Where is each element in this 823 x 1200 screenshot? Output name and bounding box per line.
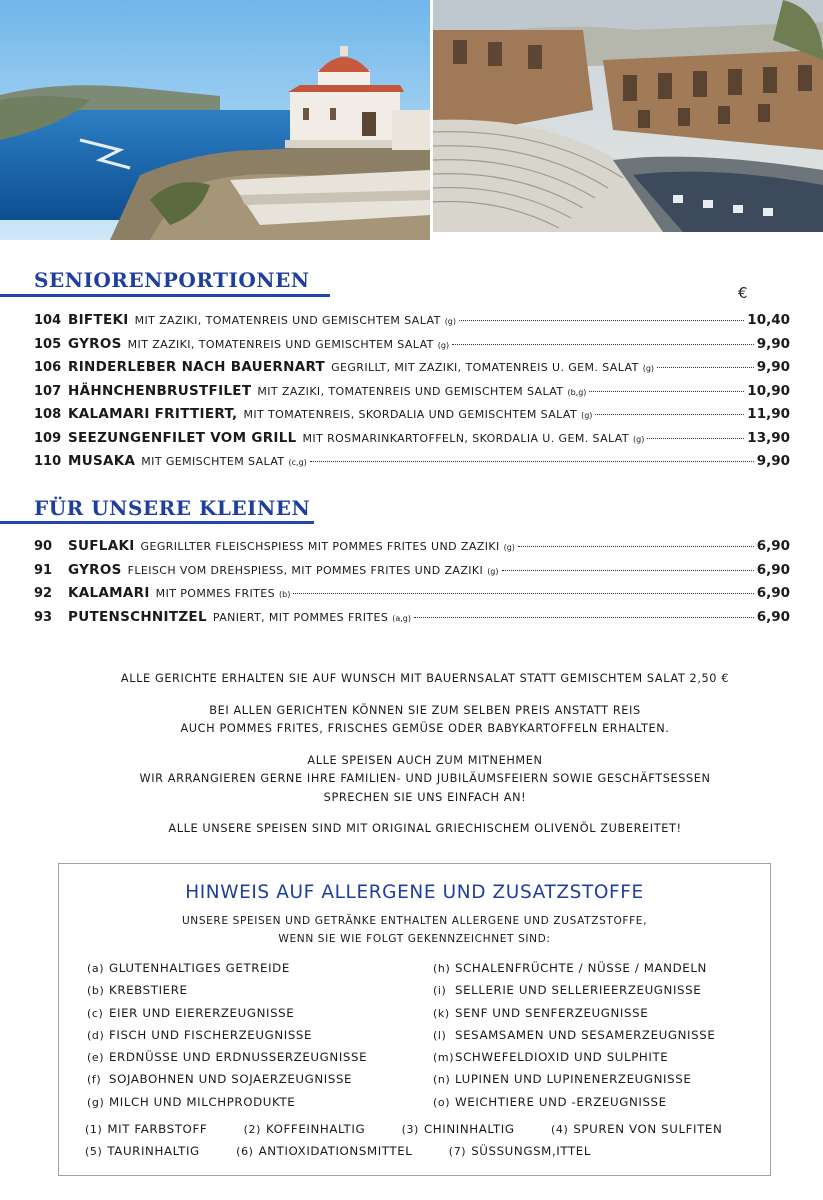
item-allergen: (g) <box>487 566 499 576</box>
item-number: 109 <box>34 430 62 446</box>
allergen-code: (h) <box>433 962 451 975</box>
allergen-label: KREBSTIERE <box>109 983 188 998</box>
item-name: MUSAKA <box>68 453 136 469</box>
allergen-code: (k) <box>433 1006 450 1020</box>
allergen-label: EIER UND EIERERZEUGNISSE <box>109 1005 295 1020</box>
leader-dots <box>452 344 754 345</box>
item-number: 92 <box>34 586 53 601</box>
allergen-code: (a) <box>87 962 105 975</box>
item-number: 106 <box>34 360 62 375</box>
allergen-entry <box>433 983 715 1005</box>
menu-item <box>34 383 790 407</box>
item-price: 6,90 <box>756 585 790 601</box>
allergen-label: ERDNÜSSE UND ERDNUSSERZEUGNISSE <box>109 1050 368 1065</box>
additive-entry <box>244 1122 382 1136</box>
note-line: WIR ARRANGIEREN GERNE IHRE FAMILIEN- UND JUBILÄUMSFEIERN SOWIE GESCHÄFTSESSEN <box>139 772 711 785</box>
allergen-label: GLUTENHALTIGES GETREIDE <box>109 961 290 975</box>
section-title-senior: SENIORENPORTIONEN <box>34 268 310 292</box>
item-price: 9,90 <box>756 453 790 469</box>
leader-dots <box>502 570 754 571</box>
item-name: KALAMARI <box>68 585 150 601</box>
allergen-entry <box>87 1072 367 1094</box>
leader-dots <box>293 593 753 594</box>
additive-code: (7) <box>448 1145 467 1158</box>
menu-item <box>34 312 790 336</box>
item-name: BIFTEKI <box>68 312 129 328</box>
allergen-code: (b) <box>87 984 105 998</box>
allergen-code: (i) <box>433 984 447 998</box>
item-allergen: (g) <box>444 317 457 326</box>
item-description: PANIERT, MIT POMMES FRITES <box>212 610 389 624</box>
additive-entry <box>551 1122 738 1136</box>
additive-code: (1) <box>85 1123 103 1136</box>
allergen-label: SENF UND SENFERZEUGNISSE <box>455 1005 649 1020</box>
senior-menu-list <box>34 312 790 477</box>
allergen-label: SESAMSAMEN UND SESAMERZEUGNISSE <box>455 1027 716 1042</box>
allergen-entry <box>87 1050 367 1072</box>
allergen-code: (o) <box>433 1095 451 1109</box>
item-description: MIT ZAZIKI, TOMATENREIS UND GEMISCHTEM SALAT <box>134 314 441 327</box>
menu-item <box>34 430 790 454</box>
item-description: MIT TOMATENREIS, SKORDALIA UND GEMISCHTEM SALAT <box>243 408 578 421</box>
item-description: GEGRILLT, MIT ZAZIKI, TOMATENREIS U. GEM. SALAT <box>331 361 639 374</box>
additive-label: MIT FARBSTOFF <box>107 1122 208 1136</box>
menu-item <box>34 609 790 633</box>
additive-code: (3) <box>401 1123 419 1136</box>
leader-dots <box>647 438 744 439</box>
item-number: 91 <box>34 562 53 578</box>
item-allergen: (c,g) <box>288 458 307 467</box>
allergen-label: FISCH UND FISCHERZEUGNISSE <box>109 1027 313 1042</box>
allergen-code: (l) <box>433 1028 447 1042</box>
allergen-entry <box>87 1095 367 1117</box>
item-number: 110 <box>34 454 62 469</box>
item-name: RINDERLEBER NACH BAUERNART <box>68 359 326 375</box>
allergen-code: (e) <box>87 1051 105 1065</box>
additive-code: (5) <box>85 1145 103 1158</box>
leader-dots <box>310 461 754 462</box>
additive-entry <box>85 1144 216 1158</box>
allergen-label: SOJABOHNEN UND SOJAERZEUGNISSE <box>109 1072 353 1087</box>
additive-entry <box>85 1122 223 1136</box>
photo-greek-chapel-coast <box>0 0 430 240</box>
item-description: MIT POMMES FRITES <box>155 587 275 600</box>
allergen-label: SCHWEFELDIOXID UND SULPHITE <box>455 1050 669 1065</box>
allergen-title: HINWEIS AUF ALLERGENE UND ZUSATZSTOFFE <box>185 882 644 903</box>
additive-label: ANTIOXIDATIONSMITTEL <box>258 1144 413 1158</box>
header-photos <box>0 0 823 240</box>
note-line: AUCH POMMES FRITES, FRISCHES GEMÜSE ODER BABYKARTOFFELN ERHALTEN. <box>180 722 670 735</box>
menu-item <box>34 562 790 586</box>
additive-code: (6) <box>236 1145 254 1158</box>
menu-item <box>34 359 790 383</box>
item-allergen: (b,g) <box>567 387 587 397</box>
allergen-intro-line: WENN SIE WIE FOLGT GEKENNZEICHNET SIND: <box>278 933 551 945</box>
item-price: 10,90 <box>747 382 790 399</box>
item-allergen: (g) <box>581 411 593 420</box>
allergen-entry <box>87 1028 367 1050</box>
item-description: MIT ZAZIKI, TOMATENREIS UND GEMISCHTEM SALAT <box>257 384 564 398</box>
note-line: SPRECHEN SIE UNS EINFACH AN! <box>323 790 527 804</box>
item-allergen: (b) <box>279 590 291 599</box>
allergen-info-box <box>58 863 771 1176</box>
item-name: GYROS <box>68 335 122 352</box>
item-number: 107 <box>34 383 62 399</box>
item-price: 6,90 <box>756 538 790 554</box>
allergen-code: (d) <box>87 1028 105 1042</box>
allergen-list-right <box>433 961 715 1117</box>
item-allergen: (g) <box>642 364 655 373</box>
photo-ancient-theatre <box>433 0 823 232</box>
additive-code: (2) <box>243 1123 261 1136</box>
item-description: MIT GEMISCHTEM SALAT <box>141 455 285 468</box>
allergen-entry <box>433 1072 715 1094</box>
additive-entry <box>236 1144 428 1158</box>
item-price: 13,90 <box>747 429 790 446</box>
item-price: 10,40 <box>747 312 790 328</box>
additive-row-2 <box>85 1144 623 1158</box>
item-price: 9,90 <box>756 335 790 352</box>
allergen-code: (n) <box>433 1073 451 1087</box>
allergen-list-left <box>87 961 367 1117</box>
item-description: FLEISCH VOM DREHSPIESS, MIT POMMES FRITES UND ZAZIKI <box>127 563 484 577</box>
item-description: MIT ZAZIKI, TOMATENREIS UND GEMISCHTEM SALAT <box>127 337 434 351</box>
additive-entry <box>402 1122 531 1136</box>
item-name: KALAMARI FRITTIERT, <box>68 406 238 422</box>
menu-item <box>34 336 790 360</box>
item-description: GEGRILLTER FLEISCHSPIESS MIT POMMES FRITES UND ZAZIKI <box>140 540 500 553</box>
item-allergen: (g) <box>437 340 450 350</box>
allergen-label: SELLERIE UND SELLERIEERZEUGNISSE <box>455 983 702 998</box>
menu-notes <box>60 670 790 852</box>
kids-menu-list <box>34 538 790 632</box>
item-price: 6,90 <box>756 561 790 578</box>
note-takeaway <box>60 752 790 808</box>
allergen-label: MILCH UND MILCHPRODUKTE <box>109 1094 296 1109</box>
item-price: 6,90 <box>756 608 790 625</box>
allergen-entry <box>433 1095 715 1117</box>
allergen-intro <box>59 912 770 948</box>
allergen-code: (m) <box>433 1051 455 1065</box>
note-olive-oil: ALLE UNSERE SPEISEN SIND MIT ORIGINAL GRIECHISCHEM OLIVENÖL ZUBEREITET! <box>168 822 682 835</box>
item-allergen: (g) <box>633 434 645 444</box>
item-number: 104 <box>34 313 62 328</box>
currency-symbol: € <box>738 284 748 302</box>
note-line: ALLE SPEISEN AUCH ZUM MITNEHMEN <box>307 753 543 767</box>
allergen-label: SCHALENFRÜCHTE / NÜSSE / MANDELN <box>455 961 707 975</box>
additive-label: SÜSSUNGSM,ITTEL <box>471 1144 592 1158</box>
allergen-entry <box>433 1050 715 1072</box>
leader-dots <box>595 414 744 415</box>
item-number: 93 <box>34 609 53 625</box>
item-description: MIT ROSMARINKARTOFFELN, SKORDALIA U. GEM. SALAT <box>302 431 629 445</box>
allergen-label: LUPINEN UND LUPINENERZEUGNISSE <box>455 1072 692 1087</box>
menu-item <box>34 585 790 609</box>
allergen-entry <box>87 1006 367 1028</box>
note-salad-upgrade: ALLE GERICHTE ERHALTEN SIE AUF WUNSCH MIT BAUERNSALAT STATT GEMISCHTEM SALAT 2,50 € <box>120 672 730 685</box>
allergen-entry <box>87 983 367 1005</box>
item-allergen: (g) <box>503 543 515 552</box>
item-name: GYROS <box>68 561 122 578</box>
item-price: 9,90 <box>756 359 790 375</box>
menu-item <box>34 538 790 562</box>
leader-dots <box>414 617 754 618</box>
allergen-code: (g) <box>87 1095 105 1109</box>
allergen-code: (c) <box>87 1006 104 1020</box>
item-name: HÄHNCHENBRUSTFILET <box>68 382 252 399</box>
additive-label: KOFFEINHALTIG <box>265 1122 366 1136</box>
item-name: SEEZUNGENFILET VOM GRILL <box>68 429 297 446</box>
section-title-kids: FÜR UNSERE KLEINEN <box>34 496 311 520</box>
additive-code: (4) <box>550 1123 569 1136</box>
note-line: BEI ALLEN GERICHTEN KÖNNEN SIE ZUM SELBEN PREIS ANSTATT REIS <box>209 703 641 717</box>
item-price: 11,90 <box>747 406 790 422</box>
item-number: 105 <box>34 336 62 352</box>
additive-label: SPUREN VON SULFITEN <box>573 1122 723 1136</box>
additive-label: TAURINHALTIG <box>107 1144 200 1158</box>
note-side-options <box>60 702 790 739</box>
item-number: 108 <box>34 407 62 422</box>
menu-item <box>34 406 790 430</box>
section-rule-kids <box>0 521 314 524</box>
leader-dots <box>589 391 744 392</box>
leader-dots <box>459 320 744 321</box>
section-rule-senior <box>0 294 330 297</box>
item-name: SUFLAKI <box>68 538 135 554</box>
allergen-intro-line: UNSERE SPEISEN UND GETRÄNKE ENTHALTEN ALLERGENE UND ZUSATZSTOFFE, <box>181 915 648 927</box>
allergen-code: (f) <box>87 1073 102 1087</box>
leader-dots <box>657 367 754 368</box>
item-allergen: (a,g) <box>392 613 411 623</box>
allergen-entry <box>433 1028 715 1050</box>
menu-item <box>34 453 790 477</box>
allergen-entry <box>433 1006 715 1028</box>
allergen-entry <box>433 961 715 983</box>
allergen-entry <box>87 961 367 983</box>
allergen-label: WEICHTIERE UND -ERZEUGNISSE <box>455 1094 667 1109</box>
additive-row-1 <box>85 1122 754 1136</box>
additive-entry <box>449 1144 607 1158</box>
leader-dots <box>518 546 754 547</box>
additive-label: CHININHALTIG <box>423 1122 515 1136</box>
item-number: 90 <box>34 539 53 554</box>
item-name: PUTENSCHNITZEL <box>68 608 207 625</box>
